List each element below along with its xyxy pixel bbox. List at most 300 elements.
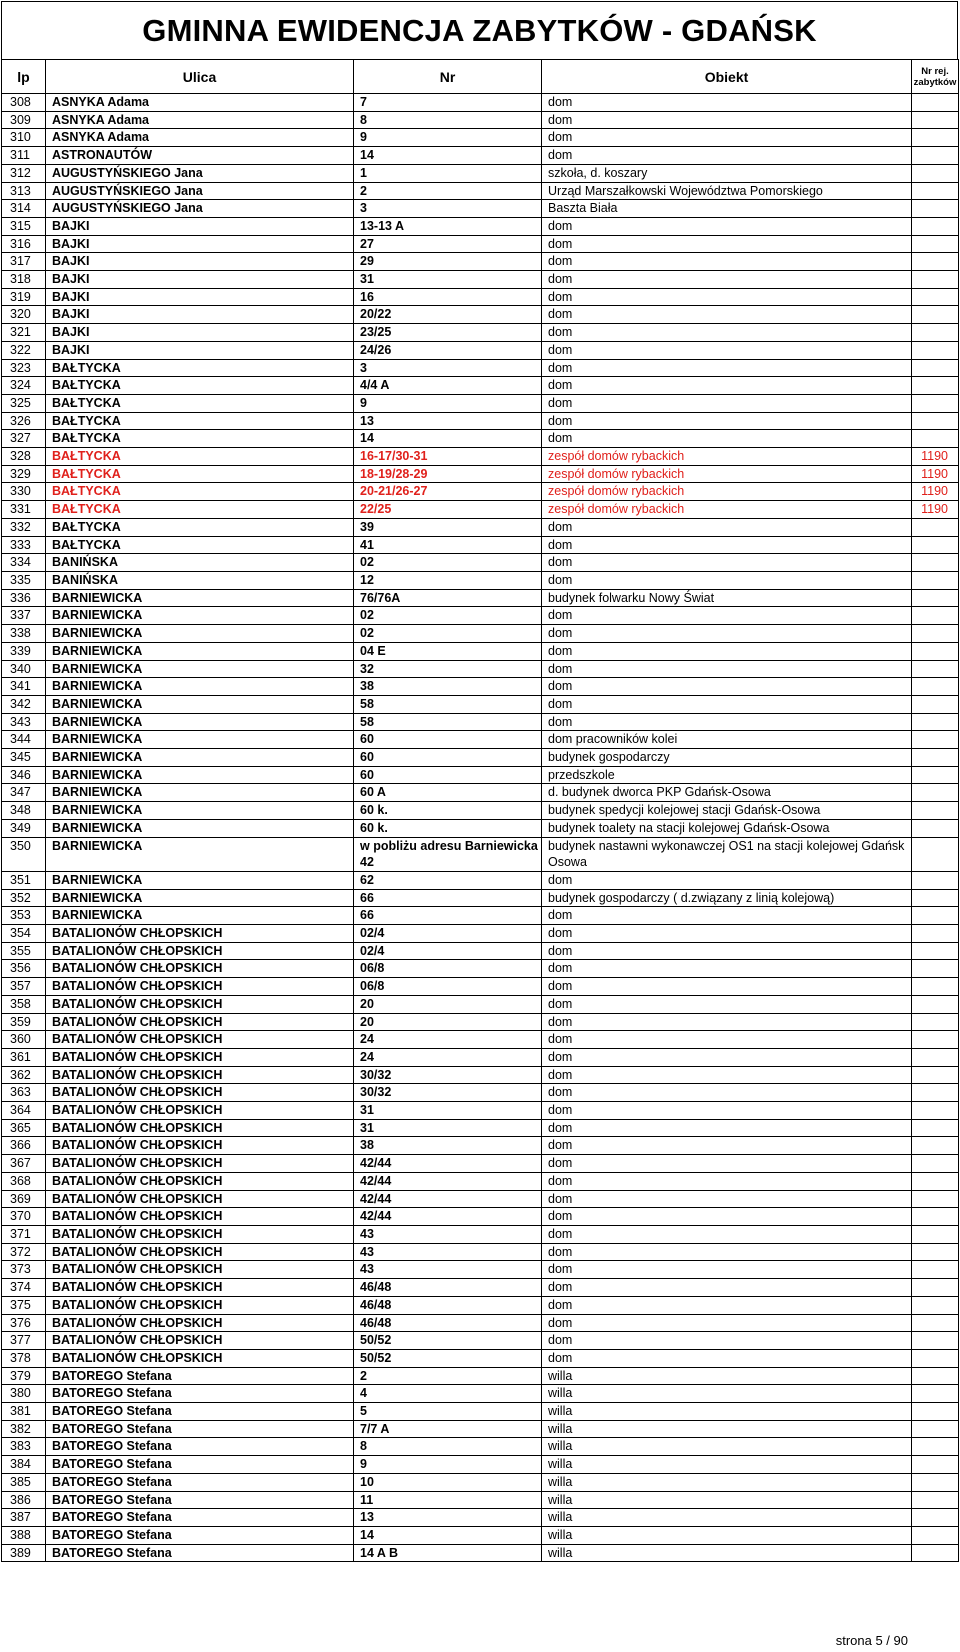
table-row: [2, 306, 959, 324]
cell-lp: 362: [2, 1066, 46, 1084]
cell-nr-rej: [912, 536, 959, 554]
cell-nr: 58: [354, 713, 542, 731]
cell-obiekt: willa: [542, 1526, 912, 1544]
cell-nr-rej: [912, 1456, 959, 1474]
table-row: [2, 536, 959, 554]
table-row: [2, 1279, 959, 1297]
cell-ulica: BAŁTYCKA: [46, 536, 354, 554]
cell-lp: 370: [2, 1208, 46, 1226]
table-row: [2, 94, 959, 112]
cell-ulica: BATALIONÓW CHŁOPSKICH: [46, 1208, 354, 1226]
cell-nr: 41: [354, 536, 542, 554]
cell-lp: 341: [2, 678, 46, 696]
cell-lp: 319: [2, 288, 46, 306]
cell-obiekt: willa: [542, 1473, 912, 1491]
cell-nr: 24: [354, 1048, 542, 1066]
cell-obiekt: budynek folwarku Nowy Świat: [542, 589, 912, 607]
cell-ulica: BATALIONÓW CHŁOPSKICH: [46, 1102, 354, 1120]
cell-obiekt: dom: [542, 907, 912, 925]
cell-ulica: BATALIONÓW CHŁOPSKICH: [46, 1066, 354, 1084]
table-row: [2, 501, 959, 519]
cell-nr-rej: [912, 1473, 959, 1491]
cell-nr: 20: [354, 995, 542, 1013]
cell-ulica: BAJKI: [46, 324, 354, 342]
cell-ulica: ASNYKA Adama: [46, 111, 354, 129]
table-row: [2, 235, 959, 253]
cell-lp: 360: [2, 1031, 46, 1049]
cell-nr-rej: [912, 1226, 959, 1244]
table-row: [2, 1137, 959, 1155]
cell-ulica: BATALIONÓW CHŁOPSKICH: [46, 960, 354, 978]
cell-ulica: BATALIONÓW CHŁOPSKICH: [46, 1084, 354, 1102]
table-row: [2, 802, 959, 820]
cell-ulica: BAŁTYCKA: [46, 501, 354, 519]
cell-nr: 62: [354, 871, 542, 889]
table-row: [2, 1226, 959, 1244]
cell-ulica: BATALIONÓW CHŁOPSKICH: [46, 1314, 354, 1332]
cell-nr-rej: [912, 1066, 959, 1084]
cell-obiekt: szkoła, d. koszary: [542, 164, 912, 182]
cell-nr: 50/52: [354, 1349, 542, 1367]
cell-lp: 314: [2, 200, 46, 218]
cell-nr-rej: [912, 359, 959, 377]
cell-nr: 66: [354, 889, 542, 907]
cell-nr: 13-13 A: [354, 217, 542, 235]
cell-ulica: AUGUSTYŃSKIEGO Jana: [46, 164, 354, 182]
cell-ulica: BAŁTYCKA: [46, 483, 354, 501]
cell-nr-rej: [912, 288, 959, 306]
cell-lp: 368: [2, 1172, 46, 1190]
cell-nr: 43: [354, 1226, 542, 1244]
cell-ulica: BATOREGO Stefana: [46, 1456, 354, 1474]
cell-nr: 46/48: [354, 1296, 542, 1314]
cell-nr-rej: [912, 625, 959, 643]
cell-nr-rej: [912, 129, 959, 147]
cell-obiekt: dom: [542, 1102, 912, 1120]
cell-obiekt: dom: [542, 1332, 912, 1350]
cell-lp: 379: [2, 1367, 46, 1385]
cell-nr-rej: [912, 1102, 959, 1120]
cell-nr-rej: [912, 607, 959, 625]
table-row: [2, 1172, 959, 1190]
cell-nr: 50/52: [354, 1332, 542, 1350]
cell-obiekt: dom: [542, 253, 912, 271]
cell-nr: 38: [354, 678, 542, 696]
cell-lp: 339: [2, 642, 46, 660]
cell-ulica: BAŁTYCKA: [46, 448, 354, 466]
cell-obiekt: Baszta Biała: [542, 200, 912, 218]
cell-ulica: BATALIONÓW CHŁOPSKICH: [46, 995, 354, 1013]
header-nr-rej-line1: Nr rej.: [921, 65, 949, 77]
table-row: [2, 1526, 959, 1544]
cell-obiekt: dom: [542, 1013, 912, 1031]
cell-obiekt: dom: [542, 217, 912, 235]
cell-nr-rej: [912, 571, 959, 589]
cell-obiekt: willa: [542, 1385, 912, 1403]
cell-lp: 372: [2, 1243, 46, 1261]
cell-nr: w pobliżu adresu Barniewicka 42: [354, 837, 542, 871]
cell-nr-rej: [912, 306, 959, 324]
cell-nr-rej: 1190: [912, 448, 959, 466]
cell-nr: 31: [354, 1102, 542, 1120]
cell-nr: 22/25: [354, 501, 542, 519]
table-row: [2, 660, 959, 678]
table-row: [2, 377, 959, 395]
cell-lp: 387: [2, 1509, 46, 1527]
cell-obiekt: dom: [542, 306, 912, 324]
cell-ulica: BARNIEWICKA: [46, 749, 354, 767]
cell-ulica: BARNIEWICKA: [46, 607, 354, 625]
cell-nr: 9: [354, 129, 542, 147]
cell-ulica: BAŁTYCKA: [46, 394, 354, 412]
cell-lp: 371: [2, 1226, 46, 1244]
table-row: [2, 288, 959, 306]
cell-obiekt: willa: [542, 1544, 912, 1562]
cell-obiekt: dom: [542, 518, 912, 536]
cell-nr-rej: [912, 1155, 959, 1173]
cell-ulica: BARNIEWICKA: [46, 713, 354, 731]
cell-obiekt: dom: [542, 235, 912, 253]
cell-nr: 2: [354, 182, 542, 200]
cell-nr: 20-21/26-27: [354, 483, 542, 501]
cell-ulica: BARNIEWICKA: [46, 907, 354, 925]
cell-nr-rej: [912, 235, 959, 253]
cell-nr: 42/44: [354, 1190, 542, 1208]
cell-ulica: BATALIONÓW CHŁOPSKICH: [46, 1332, 354, 1350]
cell-nr-rej: [912, 1367, 959, 1385]
cell-nr-rej: [912, 1509, 959, 1527]
cell-lp: 380: [2, 1385, 46, 1403]
cell-lp: 322: [2, 341, 46, 359]
cell-obiekt: dom: [542, 412, 912, 430]
cell-nr: 60: [354, 766, 542, 784]
cell-obiekt: dom: [542, 1243, 912, 1261]
cell-lp: 324: [2, 377, 46, 395]
table-row: [2, 359, 959, 377]
cell-obiekt: dom: [542, 1226, 912, 1244]
cell-lp: 331: [2, 501, 46, 519]
cell-nr-rej: [912, 1438, 959, 1456]
table-row: [2, 1261, 959, 1279]
cell-nr: 42/44: [354, 1208, 542, 1226]
cell-ulica: BATOREGO Stefana: [46, 1544, 354, 1562]
table-row: [2, 217, 959, 235]
cell-nr-rej: [912, 1544, 959, 1562]
cell-ulica: BATALIONÓW CHŁOPSKICH: [46, 1349, 354, 1367]
table-row: [2, 925, 959, 943]
cell-ulica: BANIŃSKA: [46, 554, 354, 572]
cell-nr: 27: [354, 235, 542, 253]
cell-nr-rej: [912, 200, 959, 218]
cell-ulica: BARNIEWICKA: [46, 819, 354, 837]
cell-ulica: BATALIONÓW CHŁOPSKICH: [46, 1243, 354, 1261]
cell-ulica: BATALIONÓW CHŁOPSKICH: [46, 1013, 354, 1031]
cell-nr-rej: [912, 341, 959, 359]
cell-lp: 340: [2, 660, 46, 678]
cell-nr-rej: [912, 182, 959, 200]
cell-nr: 12: [354, 571, 542, 589]
cell-ulica: BARNIEWICKA: [46, 625, 354, 643]
cell-lp: 345: [2, 749, 46, 767]
cell-nr: 16-17/30-31: [354, 448, 542, 466]
cell-nr: 18-19/28-29: [354, 465, 542, 483]
cell-ulica: BAŁTYCKA: [46, 359, 354, 377]
cell-ulica: BATALIONÓW CHŁOPSKICH: [46, 1048, 354, 1066]
cell-obiekt: dom: [542, 871, 912, 889]
table-row: [2, 1013, 959, 1031]
cell-ulica: BATOREGO Stefana: [46, 1385, 354, 1403]
cell-nr: 31: [354, 1119, 542, 1137]
cell-obiekt: dom: [542, 1296, 912, 1314]
cell-lp: 373: [2, 1261, 46, 1279]
table-row: [2, 164, 959, 182]
table-row: [2, 1473, 959, 1491]
cell-obiekt: zespół domów rybackich: [542, 483, 912, 501]
cell-lp: 343: [2, 713, 46, 731]
cell-lp: 344: [2, 731, 46, 749]
table-row: [2, 1544, 959, 1562]
header-lp: lp: [2, 60, 46, 94]
cell-ulica: BATALIONÓW CHŁOPSKICH: [46, 942, 354, 960]
table-row: [2, 147, 959, 165]
table-row: [2, 1456, 959, 1474]
cell-lp: 333: [2, 536, 46, 554]
page-number: strona 5 / 90: [835, 1633, 908, 1648]
cell-obiekt: dom: [542, 341, 912, 359]
cell-nr-rej: [912, 995, 959, 1013]
cell-nr-rej: [912, 1048, 959, 1066]
table-row: [2, 589, 959, 607]
cell-nr-rej: [912, 1296, 959, 1314]
cell-ulica: BARNIEWICKA: [46, 589, 354, 607]
cell-lp: 356: [2, 960, 46, 978]
cell-nr-rej: 1190: [912, 501, 959, 519]
cell-ulica: BATALIONÓW CHŁOPSKICH: [46, 1226, 354, 1244]
cell-lp: 381: [2, 1403, 46, 1421]
cell-nr: 60: [354, 749, 542, 767]
cell-nr: 66: [354, 907, 542, 925]
cell-lp: 365: [2, 1119, 46, 1137]
cell-lp: 325: [2, 394, 46, 412]
cell-obiekt: d. budynek dworca PKP Gdańsk-Osowa: [542, 784, 912, 802]
cell-nr: 43: [354, 1243, 542, 1261]
cell-obiekt: dom: [542, 571, 912, 589]
cell-obiekt: dom: [542, 94, 912, 112]
table-body: [2, 94, 959, 1562]
cell-obiekt: dom: [542, 942, 912, 960]
cell-ulica: BATOREGO Stefana: [46, 1509, 354, 1527]
table-row: [2, 111, 959, 129]
cell-lp: 366: [2, 1137, 46, 1155]
table-row: [2, 571, 959, 589]
cell-obiekt: Urząd Marszałkowski Województwa Pomorskiego: [542, 182, 912, 200]
cell-ulica: BATALIONÓW CHŁOPSKICH: [46, 1172, 354, 1190]
cell-nr-rej: [912, 1385, 959, 1403]
cell-ulica: BATALIONÓW CHŁOPSKICH: [46, 1279, 354, 1297]
cell-nr-rej: [912, 1243, 959, 1261]
cell-nr-rej: 1190: [912, 483, 959, 501]
cell-obiekt: przedszkole: [542, 766, 912, 784]
table-row: [2, 1031, 959, 1049]
cell-ulica: AUGUSTYŃSKIEGO Jana: [46, 200, 354, 218]
cell-nr-rej: [912, 642, 959, 660]
cell-lp: 312: [2, 164, 46, 182]
cell-nr-rej: [912, 713, 959, 731]
cell-nr: 43: [354, 1261, 542, 1279]
cell-lp: 374: [2, 1279, 46, 1297]
cell-nr: 14: [354, 430, 542, 448]
cell-obiekt: dom: [542, 678, 912, 696]
cell-lp: 388: [2, 1526, 46, 1544]
cell-lp: 327: [2, 430, 46, 448]
cell-nr: 1: [354, 164, 542, 182]
table-row: [2, 1438, 959, 1456]
cell-ulica: BATALIONÓW CHŁOPSKICH: [46, 925, 354, 943]
cell-lp: 336: [2, 589, 46, 607]
table-row: [2, 554, 959, 572]
table-row: [2, 448, 959, 466]
cell-obiekt: willa: [542, 1403, 912, 1421]
table-row: [2, 889, 959, 907]
cell-ulica: BAJKI: [46, 341, 354, 359]
cell-lp: 375: [2, 1296, 46, 1314]
cell-ulica: BATOREGO Stefana: [46, 1526, 354, 1544]
cell-obiekt: dom: [542, 1190, 912, 1208]
cell-ulica: ASNYKA Adama: [46, 129, 354, 147]
cell-lp: 326: [2, 412, 46, 430]
cell-nr-rej: [912, 1526, 959, 1544]
cell-obiekt: dom: [542, 1119, 912, 1137]
cell-nr: 76/76A: [354, 589, 542, 607]
cell-lp: 384: [2, 1456, 46, 1474]
cell-obiekt: dom: [542, 642, 912, 660]
cell-nr-rej: [912, 1137, 959, 1155]
cell-nr-rej: [912, 784, 959, 802]
cell-lp: 350: [2, 837, 46, 871]
cell-nr: 7: [354, 94, 542, 112]
cell-obiekt: budynek spedycji kolejowej stacji Gdańsk-Osowa: [542, 802, 912, 820]
cell-obiekt: dom: [542, 1084, 912, 1102]
cell-obiekt: willa: [542, 1367, 912, 1385]
table-row: [2, 465, 959, 483]
cell-nr-rej: [912, 749, 959, 767]
cell-lp: 376: [2, 1314, 46, 1332]
cell-nr: 4/4 A: [354, 377, 542, 395]
cell-ulica: BATALIONÓW CHŁOPSKICH: [46, 1137, 354, 1155]
table-row: [2, 1243, 959, 1261]
cell-obiekt: dom: [542, 995, 912, 1013]
cell-lp: 309: [2, 111, 46, 129]
table-row: [2, 412, 959, 430]
table-row: [2, 907, 959, 925]
cell-nr-rej: [912, 253, 959, 271]
cell-obiekt: dom: [542, 271, 912, 289]
cell-obiekt: budynek gospodarczy ( d.związany z linią kolejową): [542, 889, 912, 907]
cell-obiekt: dom: [542, 288, 912, 306]
cell-nr: 2: [354, 1367, 542, 1385]
cell-ulica: BAŁTYCKA: [46, 412, 354, 430]
cell-nr-rej: [912, 1084, 959, 1102]
table-row: [2, 784, 959, 802]
cell-lp: 367: [2, 1155, 46, 1173]
cell-nr: 38: [354, 1137, 542, 1155]
cell-nr: 46/48: [354, 1314, 542, 1332]
cell-obiekt: dom: [542, 1155, 912, 1173]
cell-nr-rej: [912, 766, 959, 784]
cell-obiekt: dom: [542, 1137, 912, 1155]
table-row: [2, 1066, 959, 1084]
cell-nr-rej: [912, 678, 959, 696]
cell-nr: 9: [354, 1456, 542, 1474]
cell-nr-rej: [912, 394, 959, 412]
cell-nr: 58: [354, 695, 542, 713]
cell-nr-rej: [912, 1403, 959, 1421]
table-row: [2, 837, 959, 871]
cell-lp: 334: [2, 554, 46, 572]
cell-nr: 7/7 A: [354, 1420, 542, 1438]
cell-lp: 378: [2, 1349, 46, 1367]
cell-obiekt: dom: [542, 1279, 912, 1297]
cell-obiekt: dom: [542, 394, 912, 412]
cell-ulica: AUGUSTYŃSKIEGO Jana: [46, 182, 354, 200]
cell-nr: 8: [354, 111, 542, 129]
cell-nr: 11: [354, 1491, 542, 1509]
cell-ulica: BATOREGO Stefana: [46, 1438, 354, 1456]
cell-obiekt: dom pracowników kolei: [542, 731, 912, 749]
cell-nr-rej: [912, 518, 959, 536]
cell-nr-rej: [912, 1172, 959, 1190]
cell-nr: 02: [354, 625, 542, 643]
cell-nr-rej: [912, 889, 959, 907]
cell-nr: 4: [354, 1385, 542, 1403]
cell-ulica: BARNIEWICKA: [46, 871, 354, 889]
cell-ulica: BAŁTYCKA: [46, 430, 354, 448]
cell-obiekt: dom: [542, 960, 912, 978]
cell-ulica: BATALIONÓW CHŁOPSKICH: [46, 1296, 354, 1314]
cell-lp: 311: [2, 147, 46, 165]
table-row: [2, 1403, 959, 1421]
cell-lp: 382: [2, 1420, 46, 1438]
cell-obiekt: dom: [542, 1031, 912, 1049]
cell-lp: 342: [2, 695, 46, 713]
cell-lp: 385: [2, 1473, 46, 1491]
cell-nr-rej: [912, 1190, 959, 1208]
cell-nr: 06/8: [354, 978, 542, 996]
cell-nr-rej: [912, 147, 959, 165]
page-title: GMINNA EWIDENCJA ZABYTKÓW - GDAŃSK: [1, 1, 958, 59]
cell-lp: 313: [2, 182, 46, 200]
cell-nr: 04 E: [354, 642, 542, 660]
table-row: [2, 1119, 959, 1137]
table-header-row: [2, 60, 959, 94]
cell-obiekt: dom: [542, 978, 912, 996]
cell-nr-rej: [912, 871, 959, 889]
cell-lp: 349: [2, 819, 46, 837]
cell-nr: 39: [354, 518, 542, 536]
cell-nr-rej: [912, 1349, 959, 1367]
cell-lp: 337: [2, 607, 46, 625]
cell-nr: 31: [354, 271, 542, 289]
table-row: [2, 713, 959, 731]
table-row: [2, 1367, 959, 1385]
cell-lp: 329: [2, 465, 46, 483]
header-obiekt: Obiekt: [542, 60, 912, 94]
cell-ulica: BARNIEWICKA: [46, 695, 354, 713]
cell-nr-rej: [912, 802, 959, 820]
cell-ulica: BATOREGO Stefana: [46, 1367, 354, 1385]
cell-nr: 24: [354, 1031, 542, 1049]
cell-obiekt: dom: [542, 607, 912, 625]
